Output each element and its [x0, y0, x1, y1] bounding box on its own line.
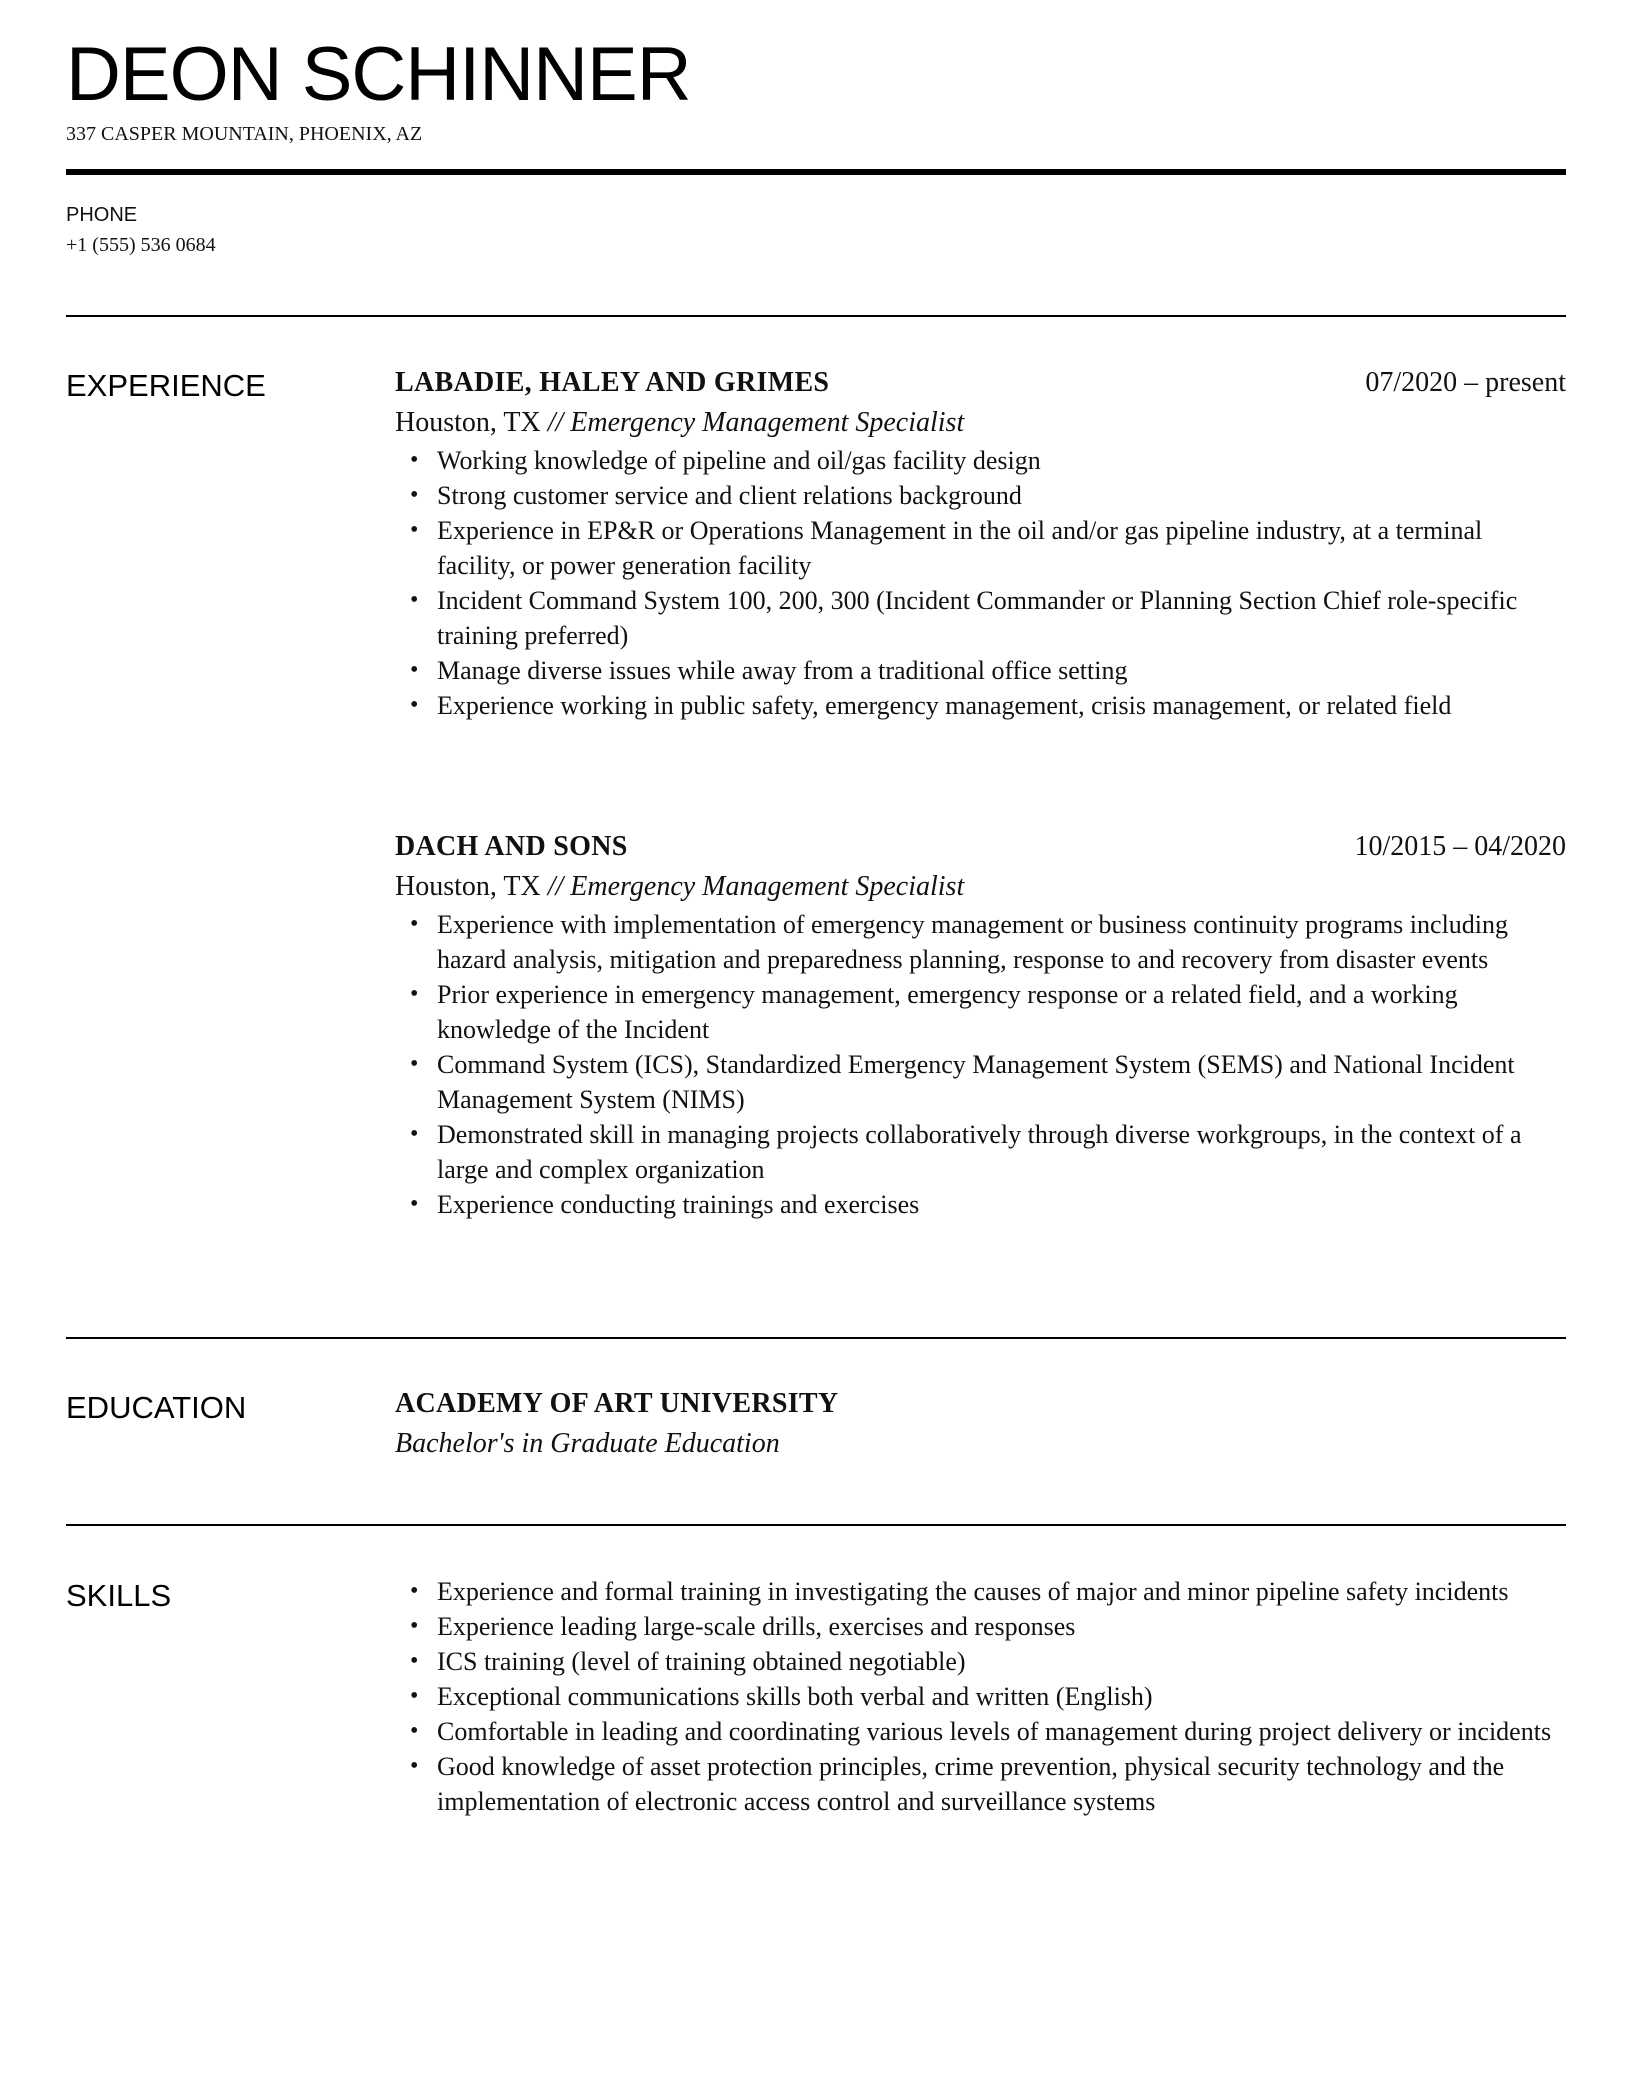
job-separator: // [547, 871, 564, 902]
skill-item: • Exceptional communications skills both verbal and written (English) [395, 1679, 1566, 1714]
duty-item: • Working knowledge of pipeline and oil/gas facility design [395, 443, 1566, 478]
job-separator: // [547, 407, 564, 438]
phone-number: +1 (555) 536 0684 [66, 234, 216, 256]
experience-divider [66, 1337, 1566, 1339]
job-company: DACH AND SONS [395, 831, 628, 862]
candidate-address: 337 CASPER MOUNTAIN, PHOENIX, AZ [66, 123, 423, 145]
duty-item: • Experience with implementation of emergency management or business continuity programs including hazard analysis, mitigation and preparedness planning, response to and recovery from disaster events [395, 907, 1566, 977]
duty-item: • Incident Command System 100, 200, 300 (Incident Commander or Planning Section Chief role-specific training preferred) [395, 583, 1566, 653]
skills-heading: SKILLS [66, 1578, 172, 1613]
skill-item: • Experience and formal training in investigating the causes of major and minor pipeline safety incidents [395, 1574, 1566, 1609]
job-dates: 10/2015 – 04/2020 [1354, 831, 1566, 862]
duty-item: • Experience conducting trainings and exercises [395, 1187, 1566, 1222]
job-entry [395, 363, 1566, 723]
education-heading: EDUCATION [66, 1390, 247, 1425]
education-entry [395, 1384, 1566, 1464]
skills-list [395, 1574, 1566, 1819]
duty-item: • Experience working in public safety, emergency management, crisis management, or related field [395, 688, 1566, 723]
duty-item: • Manage diverse issues while away from a traditional office setting [395, 653, 1566, 688]
job-duties [395, 443, 1566, 723]
duty-item: • Command System (ICS), Standardized Emergency Management System (SEMS) and National Incident Management System (NIMS) [395, 1047, 1566, 1117]
job-duties [395, 907, 1566, 1222]
job-location: Houston, TX [395, 407, 541, 438]
duty-item: • Strong customer service and client relations background [395, 478, 1566, 513]
degree: Bachelor's in Graduate Education [395, 1428, 780, 1459]
skills-list-wrap [395, 1574, 1566, 1819]
experience-heading: EXPERIENCE [66, 368, 266, 403]
job-dates: 07/2020 – present [1365, 367, 1566, 398]
candidate-name: DEON SCHINNER [66, 32, 691, 117]
phone-label: PHONE [66, 204, 138, 226]
job-company: LABADIE, HALEY AND GRIMES [395, 367, 830, 398]
skill-item: • Comfortable in leading and coordinating various levels of management during project delivery or incidents [395, 1714, 1566, 1749]
job-entry [395, 827, 1566, 1222]
education-divider [66, 1524, 1566, 1526]
job-title: Emergency Management Specialist [570, 871, 965, 902]
school-name: ACADEMY OF ART UNIVERSITY [395, 1388, 839, 1419]
job-title: Emergency Management Specialist [570, 407, 965, 438]
contact-divider [66, 315, 1566, 317]
header-divider [66, 169, 1566, 175]
duty-item: • Prior experience in emergency management, emergency response or a related field, and a working knowledge of the Incident [395, 977, 1566, 1047]
skill-item: • Experience leading large-scale drills, exercises and responses [395, 1609, 1566, 1644]
duty-item: • Demonstrated skill in managing projects collaboratively through diverse workgroups, in the context of a large and complex organization [395, 1117, 1566, 1187]
duty-item: • Experience in EP&R or Operations Management in the oil and/or gas pipeline industry, at a terminal facility, or power generation facility [395, 513, 1566, 583]
skill-item: • ICS training (level of training obtained negotiable) [395, 1644, 1566, 1679]
job-location: Houston, TX [395, 871, 541, 902]
skill-item: • Good knowledge of asset protection principles, crime prevention, physical security technology and the implementation of electronic access control and surveillance systems [395, 1749, 1566, 1819]
